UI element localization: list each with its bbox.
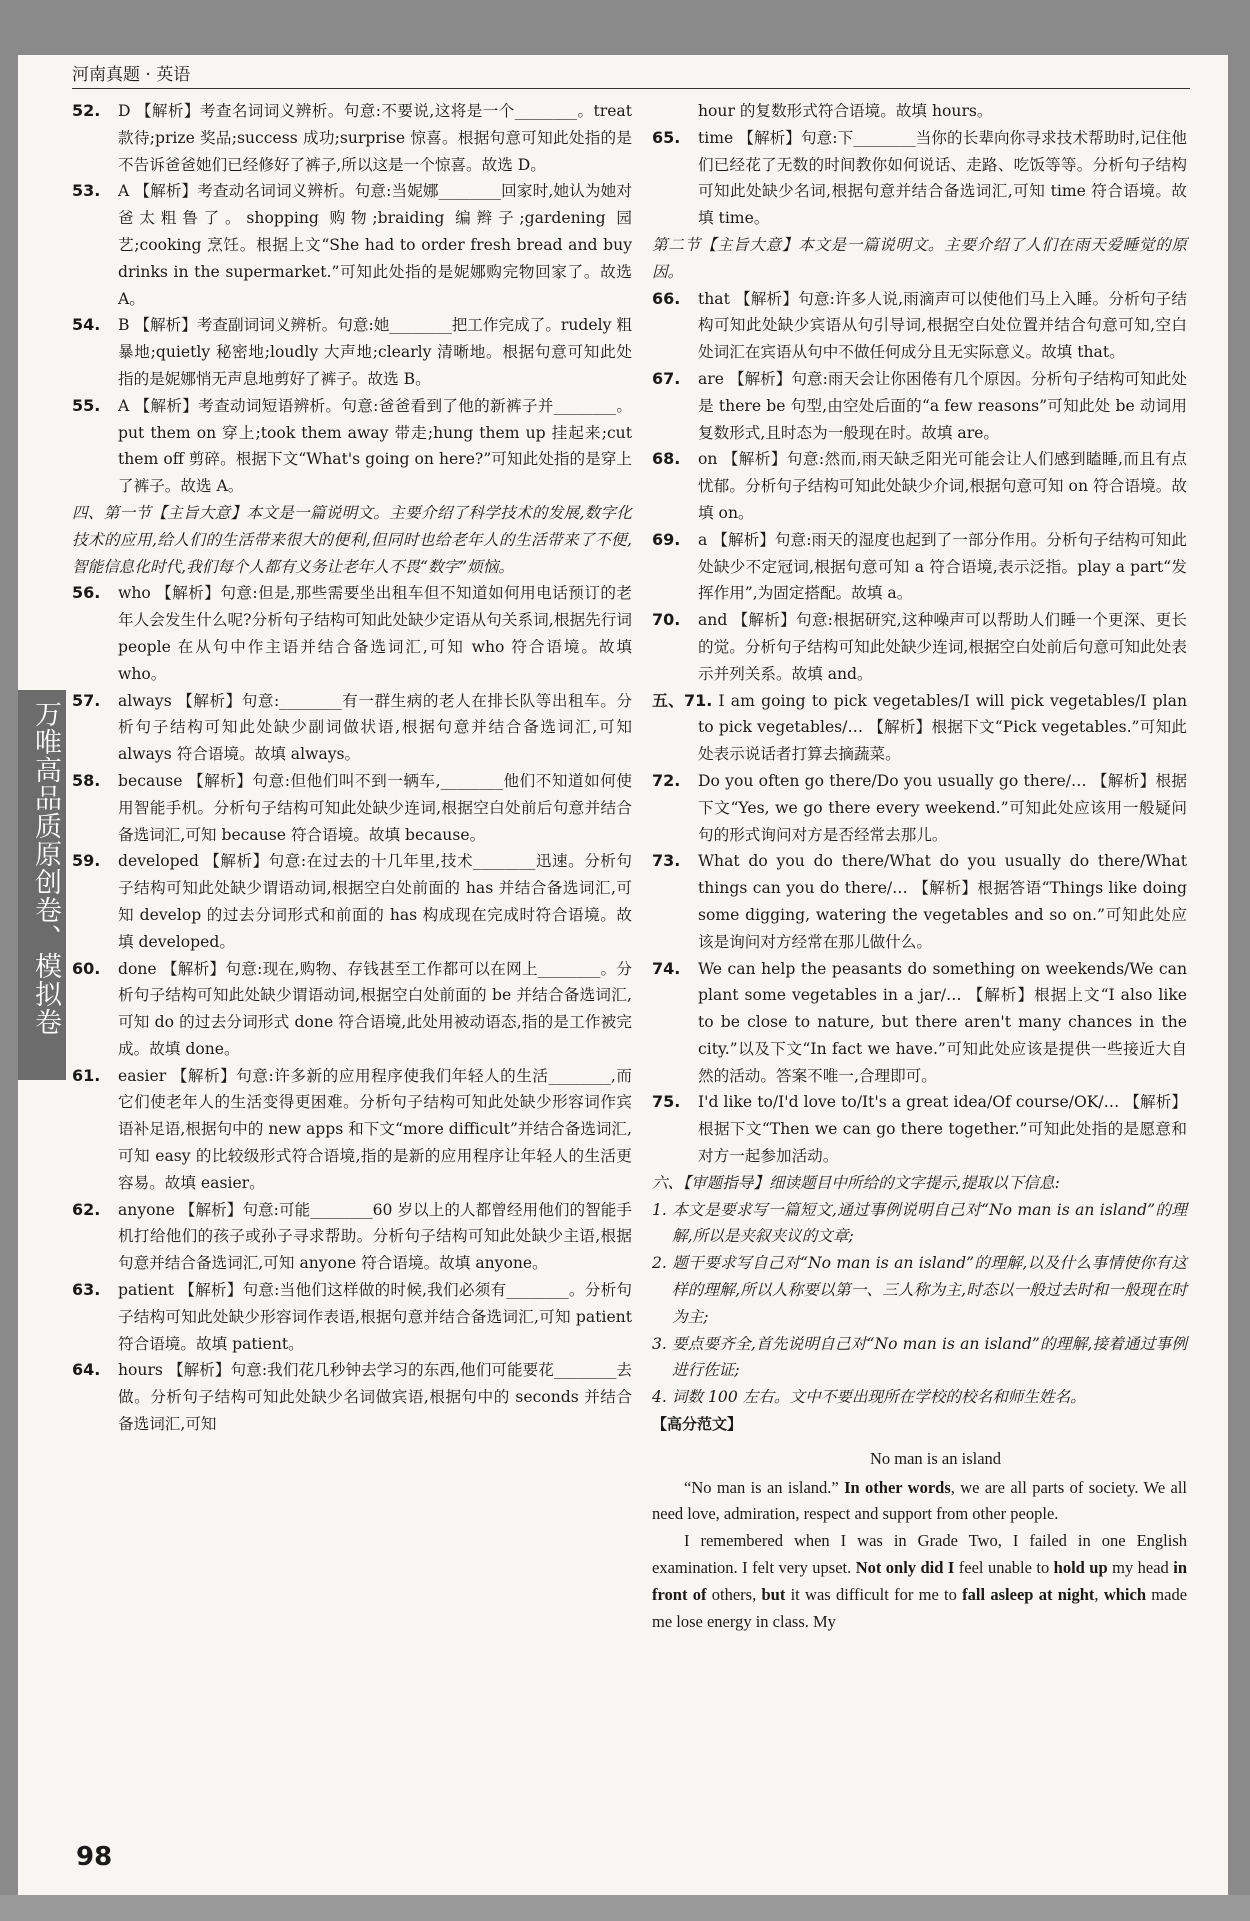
- guide-item: 4. 词数 100 左右。文中不要出现所在学校的校名和师生姓名。: [652, 1388, 1086, 1407]
- answer-item: 57. always 【解析】句意:________有一群生病的老人在排长队等出租车。分析句子结构可知此处缺少副词做状语,根据句意并结合备选词汇,可知 always 符合语境。故填 always。: [72, 690, 632, 764]
- answer-item: 55. A 【解析】考查动词短语辨析。句意:爸爸看到了他的新裤子并________。put them on 穿上;took them away 带走;hung them up 挂起来;cut them off 剪碎。根据下文“What's going on here?”可知此处指的是穿上了裤子。故选 A。: [72, 395, 632, 496]
- right-column: [652, 98, 1187, 1635]
- essay-paragraph: “No man is an island.” In other words, we are all parts of society. We all need love, admiration, respect and support from other people.: [652, 1477, 1187, 1524]
- answer-item: 68. on 【解析】句意:然而,雨天缺乏阳光可能会让人们感到瞌睡,而且有点忧郁。分析句子结构可知此处缺少介词,根据句意可知 on 符合语境。故填 on。: [652, 449, 1187, 522]
- answer-item: 59. developed 【解析】句意:在过去的十几年里,技术________迅速。分析句子结构可知此处缺少谓语动词,根据空白处前面的 has 并结合备选词汇,可知 develop 的过去分词形式和前面的 has 构成现在完成时符合语境。故填 developed。: [72, 851, 632, 951]
- guide-title: 六、【审题指导】细读题目中所给的文字提示,提取以下信息:: [652, 1173, 1060, 1192]
- answer-item: 61. easier 【解析】句意:许多新的应用程序使我们年轻人的生活________,而它们使老年人的生活变得更困难。分析句子结构可知此处缺少形容词作宾语补足语,根据句中的 new apps 和下文“more difficult”并结合备选词汇,可知 easy 的比较级形式符合语境,指的是新的应用程序让年轻人的生活更容易。故填 easier。: [72, 1065, 632, 1192]
- answer-item: 62. anyone 【解析】句意:可能________60 岁以上的人都曾经用他们的智能手机打给他们的孩子或孙子寻求帮助。分析句子结构可知此处缺少主语,根据句意并结合备选词汇,可知 anyone 符合语境。故填 anyone。: [72, 1199, 632, 1273]
- left-column: [72, 98, 632, 1438]
- section-summary: 第二节【主旨大意】本文是一篇说明文。主要介绍了人们在雨天爱睡觉的原因。: [652, 235, 1187, 281]
- answer-item: 54. B 【解析】考查副词词义辨析。句意:她________把工作完成了。rudely 粗暴地;quietly 秘密地;loudly 大声地;clearly 清晰地。根据句意可知此处指的是妮娜悄无声息地剪好了裤子。故选 B。: [72, 315, 632, 388]
- guide-item: 2. 题干要求写自己对“No man is an island”的理解,以及什么事情使你有这样的理解,所以人称要以第一、三人称为主,时态以一般过去时和一般现在时为主;: [652, 1254, 1187, 1326]
- answer-item: 66. that 【解析】句意:许多人说,雨滴声可以使他们马上入睡。分析句子结构可知此处缺少宾语从句引导词,根据空白处位置并结合句意可知,空白处词汇在宾语从句中不做任何成分且无实际意义。故填 that。: [652, 288, 1187, 362]
- answer-item: 64. hours 【解析】句意:我们花几秒钟去学习的东西,他们可能要花________去做。分析句子结构可知此处缺少名词做宾语,根据句中的 seconds 并结合备选词汇,可知: [72, 1360, 632, 1434]
- answer-item: 60. done 【解析】句意:现在,购物、存钱甚至工作都可以在网上________。分析句子结构可知此处缺少谓语动词,根据空白处前面的 be 并结合备选词汇,可知 do 的过去分词形式 done 符合语境,此处用被动语态,指的是工作被完成。故填 done。: [72, 958, 632, 1058]
- guide-item: 3. 要点要齐全,首先说明自己对“No man is an island”的理解,接着通过事例进行佐证;: [652, 1334, 1187, 1380]
- bottom-edge: [0, 1895, 1250, 1921]
- essay-paragraph: I remembered when I was in Grade Two, I failed in one English examination. I felt very upset. Not only did I feel unable to hold up my head in front of others, but it was difficult for me to fall asleep at night, which made me lose energy in class. My: [652, 1531, 1188, 1631]
- essay-label: 【高分范文】: [652, 1415, 743, 1434]
- answer-item: 63. patient 【解析】句意:当他们这样做的时候,我们必须有________。分析句子结构可知此处缺少形容词作表语,根据句意并结合备选词汇,可知 patient 符合语境。故填 patient。: [72, 1280, 632, 1353]
- answer-item: 52. D 【解析】考查名词词义辨析。句意:不要说,这将是一个________。treat 款待;prize 奖品;success 成功;surprise 惊喜。根据句意可知此处指的是不告诉爸爸她们已经修好了裤子,所以这是一个惊喜。故选 D。: [72, 101, 632, 174]
- answer-item: 74. We can help the peasants do something on weekends/We can plant some vegetables in a jar/… 【解析】根据上文“I also like to be close to nature, but there aren't many chances in the city.”以及下文“In fact we have.”可知此处应该是提供一些接近大自然的活动。答案不唯一,合理即可。: [652, 958, 1187, 1085]
- page-number: 98: [76, 1842, 113, 1872]
- continued-text: hour 的复数形式符合语境。故填 hours。: [698, 102, 993, 120]
- answer-item: 67. are 【解析】句意:雨天会让你困倦有几个原因。分析句子结构可知此处是 there be 句型,由空处后面的“a few reasons”可知此处 be 动词用复数形式,且时态为一般现在时。故填 are。: [652, 368, 1187, 442]
- essay-title: No man is an island: [869, 1448, 1002, 1468]
- answer-item: 69. a 【解析】句意:雨天的湿度也起到了一部分作用。分析句子结构可知此处缺少不定冠词,根据句意可知 a 符合语境,表示泛指。play a part“发挥作用”,为固定搭配。故填 a。: [652, 529, 1187, 603]
- page-header: 河南真题 · 英语: [72, 65, 191, 85]
- answer-item: 72. Do you often go there/Do you usually go there/… 【解析】根据下文“Yes, we go there every weekend.”可知此处应该用一般疑问句的形式询问对方是否经常去那儿。: [652, 770, 1187, 844]
- section-summary: 四、第一节【主旨大意】本文是一篇说明文。主要介绍了科学技术的发展,数字化技术的应用,给人们的生活带来很大的便利,但同时也给老年人的生活带来了不便,智能信息化时代,我们每个人都有义务让老年人不畏“数字”烦恼。: [72, 503, 632, 576]
- answer-item: 65. time 【解析】句意:下________当你的长辈向你寻求技术帮助时,记住他们已经花了无数的时间教你如何说话、走路、吃饭等等。分析句子结构可知此处缺少名词,根据句意并结合备选词汇,可知 time 符合语境。故填 time。: [652, 127, 1187, 228]
- answer-item: 56. who 【解析】句意:但是,那些需要坐出租车但不知道如何用电话预订的老年人会发生什么呢?分析句子结构可知此处缺少定语从句关系词,根据先行词 people 在从句中作主语并结合备选词汇,可知 who 符合语境。故填 who。: [72, 583, 632, 683]
- side-tab: 万唯高品质原创卷、模拟卷: [18, 690, 66, 1080]
- answer-item: 75. I'd like to/I'd love to/It's a great idea/Of course/OK/… 【解析】根据下文“Then we can go there together.”可知此处指的是愿意和对方一起参加活动。: [652, 1092, 1187, 1166]
- sample-essay: [652, 1446, 1187, 1636]
- answer-item: 70. and 【解析】句意:根据研究,这种噪声可以帮助人们睡一个更深、更长的觉。分析句子结构可知此处缺少连词,根据空白处前后句意可知此处表示并列关系。故填 and。: [652, 610, 1187, 683]
- answer-item: 53. A 【解析】考查动名词词义辨析。句意:当妮娜________回家时,她认为她对爸太粗鲁了。shopping 购物;braiding 编辫子;gardening 园艺;cooking 烹饪。根据上文“She had to order fresh bread and buy drinks in the supermarket.”可知此处指的是妮娜购完物回家了。故选 A。: [72, 181, 632, 308]
- guide-item: 1. 本文是要求写一篇短文,通过事例说明自己对“No man is an island”的理解,所以是夹叙夹议的文章;: [652, 1200, 1187, 1246]
- answer-item: 58. because 【解析】句意:但他们叫不到一辆车,________他们不知道如何使用智能手机。分析句子结构可知此处缺少连词,根据空白处前后句意并结合备选词汇,可知 because 符合语境。故填 because。: [72, 770, 632, 844]
- header-rule: [72, 88, 1190, 89]
- answer-item: 73. What do you do there/What do you usually do there/What things can you do there/… 【解析】根据答语“Things like doing some digging, watering the vegetables and so on.”可知此处应该是询问对方经常在那儿做什么。: [652, 851, 1187, 951]
- answer-item: 五、71. I am going to pick vegetables/I will pick vegetables/I plan to pick vegetables/… 【解析】根据下文“Pick vegetables.”可知此处表示说话者打算去摘蔬菜。: [652, 690, 1187, 764]
